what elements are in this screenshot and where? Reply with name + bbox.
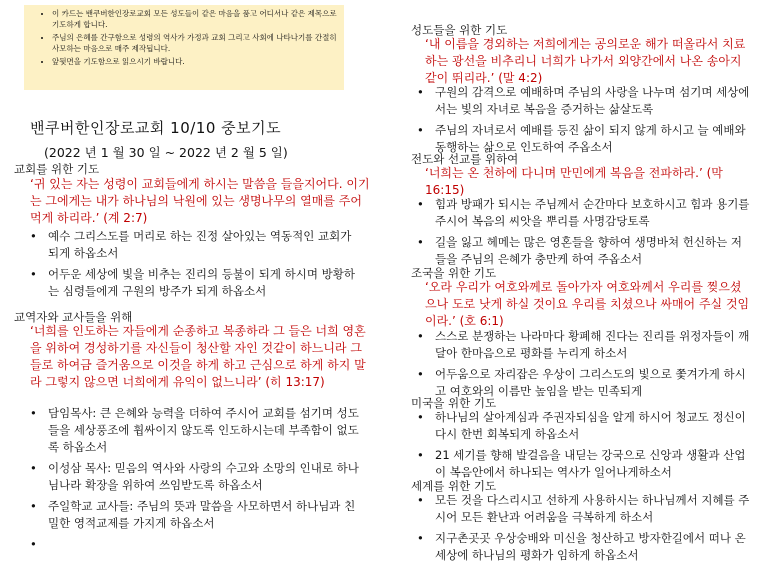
list-item: • 길을 잃고 헤메는 많은 영혼들을 향하여 생명바쳐 헌신하는 저들을 주님의 은혜가 충만케 하여 주옵소서 — [417, 235, 742, 266]
bullet-icon: • — [417, 531, 424, 545]
bullet-icon: • — [30, 229, 37, 243]
bullet-icon: • — [30, 537, 37, 551]
list-item: • 주님의 자녀로서 예배를 등진 삶이 되지 않게 하시고 늘 예배와 동행하는 삶으로 인도하여 주옵소서 — [417, 123, 746, 154]
list-item: • 예수 그리스도를 머리로 하는 진정 살아있는 역동적인 교회가 되게 하옵소서 — [30, 229, 352, 260]
section-heading-church: 교회를 위한 기도 — [14, 162, 100, 176]
bullet-icon: • — [417, 410, 424, 424]
prayer-list-world — [413, 492, 753, 568]
bullet-icon: • — [417, 367, 424, 381]
scripture-church: ‘귀 있는 자는 성령이 교회들에게 하시는 말씀을 들을지어다. 이기는 그에게는 내가 하나님의 낙원에 있는 생명나무의 열매를 주어 먹게 하리라.’ (계 2:7) — [30, 177, 370, 225]
bullet-icon: • — [417, 197, 424, 211]
bullet-icon: • — [417, 329, 424, 343]
list-item: • 모든 것을 다스리시고 선하게 사용하시는 하나님께서 지혜를 주시어 모든 환난과 어려움을 극복하게 하소서 — [417, 493, 750, 524]
bullet-icon: • — [417, 493, 424, 507]
prayer-list-usa — [413, 409, 753, 485]
prayer-list-homeland — [413, 328, 753, 404]
page-title: 밴쿠버한인장로교회 10/10 중보기도 — [30, 119, 282, 137]
list-item: • 담임목사: 큰 은혜와 능력을 더하여 주시어 교회를 섬기며 성도들을 세상풍조에 휩싸이지 않도록 인도하시는데 부족함이 없도록 하옵소서 — [30, 406, 359, 454]
list-item: • 이성삼 목사: 믿음의 역사와 사랑의 수고와 소망의 인내로 하나님나라 확장을 위하여 쓰임받도록 하옵소서 — [30, 461, 359, 492]
list-item: • 주일학교 교사들: 주님의 뜻과 말씀을 사모하면서 하나님과 친밀한 영적교제를 가지게 하옵소서 — [30, 499, 356, 530]
section-heading-teachers: 교역자와 교사들을 위해 — [14, 310, 133, 324]
scripture-saints: ‘내 이름을 경외하는 저희에게는 공의로운 해가 떠올라서 치료하는 광선을 비추리니 너희가 나가서 외양간에서 나온 송아지 같이 뛰리라.’ (말 4:2) — [425, 37, 746, 85]
list-item: • 21 세기를 향해 발걸음을 내딛는 강국으로 신앙과 생활과 산업이 복음안에서 하나되는 역사가 일어나게하소서 — [417, 448, 746, 479]
section-heading-homeland: 조국을 위한 기도 — [411, 266, 497, 280]
list-item: • 어두움으로 자리잡은 우상이 그리스도의 빛으로 쫓겨가게 하시고 여호와의 이름만 높임을 받는 민족되게 — [417, 367, 746, 398]
bullet-icon: • — [417, 448, 424, 462]
bullet-icon: • — [30, 499, 37, 513]
list-item: • 지구촌곳곳 우상숭배와 미신을 청산하고 방자한길에서 떠나 온세상에 하나님의 평화가 임하게 하옵소서 — [417, 531, 746, 562]
notice-item: • 주님의 은혜를 간구함으로 성령의 역사가 가정과 교회 그리고 사회에 나타나기를 간절히 사모하는 마음으로 매주 제작됩니다. — [52, 33, 344, 54]
notice-item: • 이 카드는 밴쿠버한인장로교회 모든 성도들이 같은 마음을 품고 어디서나 같은 제목으로 기도하게 합니다. — [52, 9, 344, 30]
prayer-list-saints — [413, 84, 753, 160]
list-item: • 하나님의 살아계심과 주권자되심을 알게 하시어 청교도 정신이 다시 한번 회복되게 하옵소서 — [417, 410, 746, 441]
section-heading-usa: 미국을 위한 기도 — [411, 396, 497, 410]
notice-box — [24, 5, 344, 90]
list-item: • 구원의 감격으로 예배하며 주님의 사랑을 나누며 섬기며 세상에서는 빛의 자녀로 복음을 증거하는 삶살도록 — [417, 85, 750, 116]
prayer-list-mission — [413, 196, 753, 272]
list-item: • 스스로 분쟁하는 나라마다 황폐해 진다는 진리를 위정자들이 깨달아 한마음으로 평화를 누리게 하소서 — [417, 329, 750, 360]
list-item: • 어두운 세상에 빛을 비추는 진리의 등불이 되게 하시며 방황하는 심령들에게 구원의 방주가 되게 하옵소서 — [30, 267, 355, 298]
scripture-teachers: ‘너희를 인도하는 자들에게 순종하고 복종하라 그 들은 너희 영혼을 위하여 경성하기를 자신들이 청산할 자인 것같이 하느니라 그들로 하여금 즐거움으로 이것을 하게 하고 근심으로 하게 하지 말라 그렇지 않으면 너희에게 유익이 없느니라’ (히 13:17) — [30, 324, 366, 389]
bullet-icon: • — [30, 267, 37, 281]
notice-item: • 앞뒷면을 기도함으로 읽으시기 바랍니다. — [52, 57, 344, 68]
section-heading-mission: 전도와 선교를 위하여 — [411, 152, 519, 166]
bullet-icon: • — [30, 461, 37, 475]
prayer-list-teachers — [26, 405, 362, 551]
section-heading-saints: 성도들을 위한 기도 — [411, 23, 508, 37]
list-item: • 힘과 방패가 되시는 주님께서 순간마다 보호하시고 힘과 용기를 주시어 복음의 씨앗을 뿌리를 사명감당토록 — [417, 197, 750, 228]
scripture-mission: ‘너희는 온 천하에 다니며 만민에게 복음을 전파하라.’ (막 16:15) — [425, 166, 723, 197]
prayer-list-church — [26, 228, 362, 304]
bullet-icon: • — [30, 406, 37, 420]
bullet-icon: • — [417, 235, 424, 249]
bullet-icon: • — [417, 123, 424, 137]
bullet-icon: • — [417, 85, 424, 99]
scripture-homeland: ‘오라 우리가 여호와께로 돌아가자 여호와께서 우리를 찢으셨으나 도로 낫게 하실 것이요 우리를 치셨으나 싸매어 주실 것임이라.’ (호 6:1) — [425, 280, 750, 328]
section-heading-world: 세계를 위한 기도 — [411, 479, 497, 493]
notice-list — [24, 9, 344, 68]
date-range: (2022 년 1 월 30 일 ~ 2022 년 2 월 5 일) — [44, 145, 288, 160]
